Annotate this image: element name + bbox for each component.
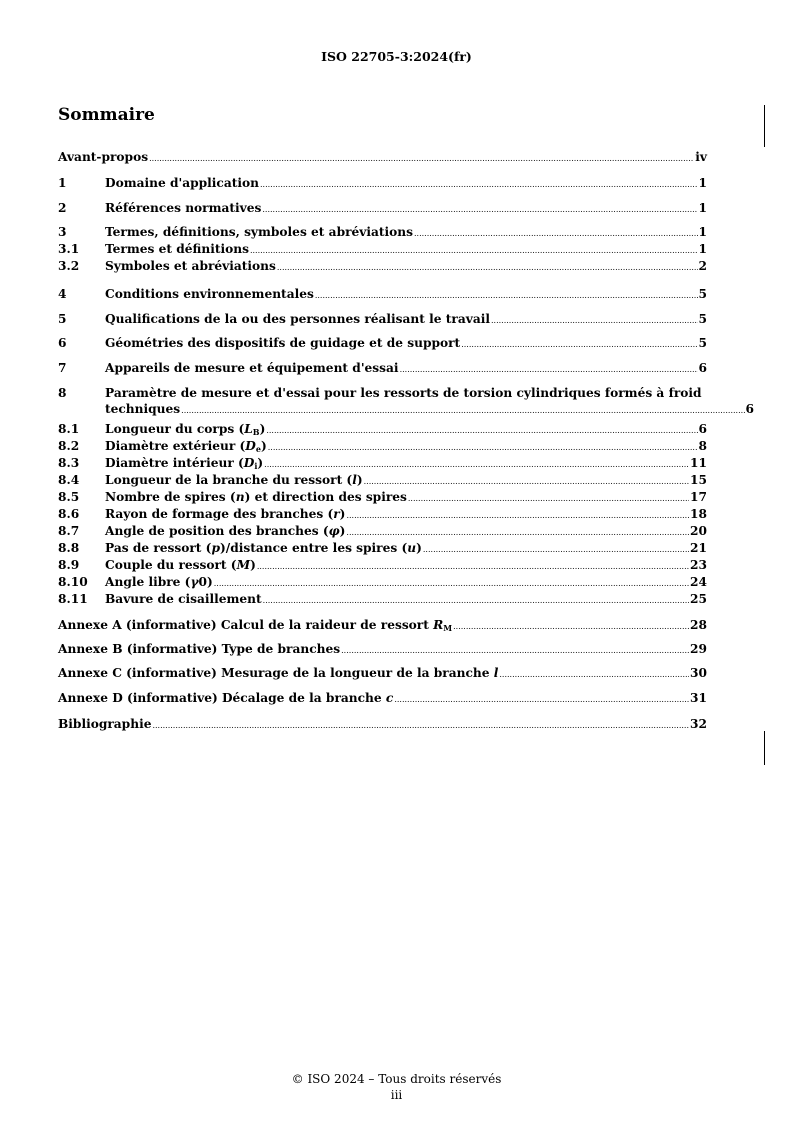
toc-entry-symbol: R xyxy=(433,618,444,632)
document-id-header: ISO 22705-3:2024(fr) xyxy=(321,49,472,64)
toc-entry-line xyxy=(58,258,707,276)
toc-entry[interactable] xyxy=(58,241,707,257)
toc-entry-number: 1 xyxy=(58,176,67,190)
toc-entry-line xyxy=(58,385,707,401)
toc-leader-dots xyxy=(341,643,689,659)
toc-entry-label xyxy=(58,617,452,636)
toc-entry-label xyxy=(58,665,498,681)
toc-entry-number: 6 xyxy=(58,336,67,350)
toc-leader-dots xyxy=(268,440,698,456)
toc-entry-label-text: Termes, définitions, symboles et abréviations xyxy=(105,225,413,239)
toc-entry-number: 3.1 xyxy=(58,242,80,256)
toc-entry-page: 15 xyxy=(690,473,707,487)
toc-entry-label-text: Paramètre de mesure et d'essai pour les ressorts de torsion cylindriques formés à froid xyxy=(105,386,702,400)
toc-entry-label-text: Qualifications de la ou des personnes réalisant le travail xyxy=(105,312,490,326)
toc-entry-line xyxy=(58,557,707,575)
toc-entry-page: 6 xyxy=(698,422,707,436)
toc-entry-number: 4 xyxy=(58,287,67,301)
toc-entry-number: 2 xyxy=(58,201,67,215)
toc-entry-label-text: Appareils de mesure et équipement d'essai xyxy=(105,361,399,375)
toc-leader-dots xyxy=(461,337,697,353)
toc-entry-line xyxy=(58,286,707,304)
toc-entry-page: 23 xyxy=(690,558,707,572)
toc-entry[interactable] xyxy=(58,385,754,419)
toc-entry-label-end: ) xyxy=(259,422,266,436)
toc-entry[interactable] xyxy=(58,200,707,216)
toc-entry[interactable] xyxy=(58,455,707,471)
toc-entry[interactable] xyxy=(58,335,707,351)
toc-entry-page: 21 xyxy=(690,541,707,555)
toc-entry-label xyxy=(105,591,262,607)
toc-entry-label-text: Angle libre ( xyxy=(105,575,191,589)
toc-entry-page: 29 xyxy=(690,642,707,656)
toc-entry-page: 5 xyxy=(698,312,707,326)
toc-entry-page: 32 xyxy=(690,717,707,731)
toc-entry[interactable] xyxy=(58,641,707,657)
change-bar-top xyxy=(764,105,765,147)
toc-entry[interactable] xyxy=(58,286,707,302)
footer-page-number: iii xyxy=(390,1088,403,1102)
toc-entry[interactable] xyxy=(58,690,707,706)
toc-leader-dots xyxy=(423,542,689,558)
toc-entry-label-text: Longueur de la branche du ressort ( xyxy=(105,473,353,487)
footer-copyright: © ISO 2024 – Tous droits réservés xyxy=(291,1072,502,1086)
toc-entry-number: 8.7 xyxy=(58,524,80,538)
toc-entry-symbol: r xyxy=(333,507,340,521)
toc-entry[interactable] xyxy=(58,360,707,376)
toc-leader-dots xyxy=(408,491,689,507)
toc-entry-label: techniques xyxy=(105,402,181,416)
page-title: Sommaire xyxy=(58,105,155,125)
toc-entry-label xyxy=(105,175,259,191)
toc-entry-label-text: Angle de position des branches ( xyxy=(105,524,329,538)
toc-entry-page: 1 xyxy=(698,201,707,215)
toc-entry-page: 6 xyxy=(745,402,754,416)
toc-entry-label-text: Bavure de cisaillement xyxy=(105,592,262,606)
toc-entry-subscript: M xyxy=(443,623,453,633)
toc-entry-line xyxy=(58,591,707,609)
toc-entry-number: 8.1 xyxy=(58,422,80,436)
toc-entry[interactable] xyxy=(58,557,707,573)
toc-entry[interactable] xyxy=(58,472,707,488)
toc-entry[interactable] xyxy=(58,617,707,633)
toc-entry-label xyxy=(58,690,393,706)
toc-entry-page: iv xyxy=(695,150,707,164)
toc-entry-label-end: ) xyxy=(416,541,422,555)
toc-entry-label-text: Diamètre extérieur ( xyxy=(105,439,246,453)
toc-entry-label xyxy=(105,506,345,522)
toc-entry-symbol: γ xyxy=(190,575,199,589)
toc-entry-page: 8 xyxy=(698,439,707,453)
toc-entry-number: 8.6 xyxy=(58,507,80,521)
toc-entry-label-end: ) xyxy=(260,439,267,453)
toc-entry-line xyxy=(58,506,707,524)
toc-entry-label-text: Couple du ressort ( xyxy=(105,558,237,572)
toc-entry-symbol: M xyxy=(236,558,251,572)
toc-entry-label xyxy=(105,360,399,376)
toc-entry-label xyxy=(105,335,460,351)
toc-entry[interactable] xyxy=(58,149,707,165)
toc-entry-label xyxy=(58,716,151,732)
toc-entry-page: 1 xyxy=(698,176,707,190)
toc-entry-symbol: n xyxy=(235,490,245,504)
toc-entry-number: 8.4 xyxy=(58,473,80,487)
toc-entry-label xyxy=(105,574,213,590)
toc-entry-line xyxy=(58,472,707,490)
toc-entry-line xyxy=(58,716,707,734)
toc-entry-symbol: L xyxy=(244,422,253,436)
toc-entry-symbol: u xyxy=(407,541,417,555)
toc-entry-symbol: p xyxy=(211,541,220,555)
toc-entry[interactable] xyxy=(58,438,707,454)
toc-entry-number: 8.2 xyxy=(58,439,80,453)
toc-entry-label-text: Longueur du corps ( xyxy=(105,422,245,436)
toc-entry-page: 5 xyxy=(698,287,707,301)
toc-leader-dots xyxy=(394,692,689,708)
toc-entry-page: 5 xyxy=(698,336,707,350)
toc-leader-dots xyxy=(181,403,744,419)
toc-leader-dots xyxy=(260,177,698,193)
toc-entry-line xyxy=(58,241,707,259)
toc-entry-line xyxy=(58,523,707,541)
toc-leader-dots xyxy=(491,313,698,329)
toc-entry-number: 8.8 xyxy=(58,541,80,555)
toc-entry-label-text: Annexe C (informative) Mesurage de la longueur de la branche xyxy=(58,666,494,680)
toc-entry-number: 3 xyxy=(58,225,67,239)
toc-entry-label-text: Bibliographie xyxy=(58,717,152,731)
toc-leader-dots xyxy=(453,619,689,635)
toc-entry-label-text: Diamètre intérieur ( xyxy=(105,456,244,470)
toc-entry-label-text: Pas de ressort ( xyxy=(105,541,212,555)
toc-entry-page: 6 xyxy=(698,361,707,375)
toc-entry-label-end: ) xyxy=(339,524,346,538)
toc-entry-number: 8 xyxy=(58,386,67,400)
toc-entry-page: 20 xyxy=(690,524,707,538)
toc-leader-dots xyxy=(149,151,694,167)
toc-entry-number: 8.3 xyxy=(58,456,80,470)
toc-entry-label xyxy=(105,385,707,401)
toc-entry-page: 28 xyxy=(690,618,707,632)
toc-leader-dots xyxy=(364,474,689,490)
toc-entry-label xyxy=(105,540,422,556)
toc-leader-dots xyxy=(346,525,689,541)
toc-leader-dots xyxy=(266,423,697,439)
toc-entry-line xyxy=(58,175,707,193)
toc-entry-label-text: Termes et définitions xyxy=(105,242,249,256)
toc-entry-line xyxy=(58,335,707,353)
toc-entry-symbol: c xyxy=(385,691,394,705)
toc-entry-page: 24 xyxy=(690,575,707,589)
toc-entry[interactable] xyxy=(58,258,707,274)
toc-entry[interactable] xyxy=(58,665,707,681)
toc-entry-label-text: Annexe D (informative) Décalage de la branche xyxy=(58,691,386,705)
toc-entry-label xyxy=(105,241,249,257)
toc-entry-symbol: l xyxy=(352,473,357,487)
toc-entry-label-end: )/distance entre les spires ( xyxy=(219,541,408,555)
toc-leader-dots xyxy=(214,576,689,592)
toc-leader-dots xyxy=(400,362,698,378)
toc-entry[interactable] xyxy=(58,489,707,505)
toc-entry-line xyxy=(58,149,707,167)
toc-entry-label-end: ) xyxy=(257,456,264,470)
toc-entry-label-end: ) xyxy=(339,507,346,521)
change-bar-bottom xyxy=(764,731,765,765)
toc-entry-line xyxy=(58,360,707,378)
toc-entry-label-end: 0) xyxy=(198,575,213,589)
toc-entry[interactable] xyxy=(58,574,707,590)
toc-entry-symbol: φ xyxy=(328,524,340,538)
toc-entry-line xyxy=(58,665,707,683)
toc-entry-symbol: D xyxy=(245,439,256,453)
toc-entry-label xyxy=(105,311,490,327)
toc-entry[interactable] xyxy=(58,224,707,240)
toc-entry-label-text: Domaine d'application xyxy=(105,176,259,190)
toc-entry-page: 2 xyxy=(698,259,707,273)
toc-entry-label-text: Avant-propos xyxy=(58,150,149,164)
toc-entry-line xyxy=(58,574,707,592)
toc-entry-page: 11 xyxy=(690,456,707,470)
toc-leader-dots xyxy=(250,243,698,259)
toc-entry-subscript: i xyxy=(254,461,258,471)
toc-entry-line xyxy=(58,540,707,558)
toc-entry-label-text: Références normatives xyxy=(105,201,262,215)
toc-entry-label-text: Rayon de formage des branches ( xyxy=(105,507,334,521)
toc-entry-page: 18 xyxy=(690,507,707,521)
toc-entry-label-text: Annexe B (informative) Type de branches xyxy=(58,642,341,656)
toc-entry-symbol: D xyxy=(243,456,255,470)
toc-entry-line xyxy=(105,401,754,419)
toc-entry-label xyxy=(105,200,261,216)
toc-entry-label xyxy=(105,258,276,274)
toc-entry-number: 8.10 xyxy=(58,575,88,589)
toc-leader-dots xyxy=(315,288,698,304)
toc-entry-label-text: Symboles et abréviations xyxy=(105,259,276,273)
toc-leader-dots xyxy=(262,202,697,218)
toc-leader-dots xyxy=(346,508,689,524)
toc-leader-dots xyxy=(152,718,689,734)
toc-entry-label xyxy=(105,523,345,539)
toc-entry-page: 31 xyxy=(690,691,707,705)
toc-leader-dots xyxy=(257,559,689,575)
toc-entry-label-text: Conditions environnementales xyxy=(105,287,314,301)
toc-entry-page: 25 xyxy=(690,592,707,606)
toc-entry-line xyxy=(58,200,707,218)
toc-entry-label xyxy=(105,557,256,573)
toc-entry[interactable] xyxy=(58,506,707,522)
toc-entry-page: 1 xyxy=(698,242,707,256)
toc-entry[interactable] xyxy=(58,523,707,539)
toc-entry-number: 7 xyxy=(58,361,67,375)
toc-entry-number: 3.2 xyxy=(58,259,80,273)
toc-entry[interactable] xyxy=(58,421,707,437)
toc-entry-label-end: ) xyxy=(250,558,256,572)
toc-entry-label-end: ) xyxy=(356,473,363,487)
toc-entry-label xyxy=(105,489,407,505)
toc-entry-page: 30 xyxy=(690,666,707,680)
toc-entry-number: 8.5 xyxy=(58,490,80,504)
toc-entry-subscript: B xyxy=(252,427,260,437)
toc-entry[interactable] xyxy=(58,311,707,327)
toc-entry[interactable] xyxy=(58,716,707,732)
toc-entry-line xyxy=(58,311,707,329)
toc-entry-label-text: Annexe A (informative) Calcul de la raideur de ressort xyxy=(58,618,434,632)
toc-entry-number: 5 xyxy=(58,312,67,326)
toc-entry-line xyxy=(58,641,707,659)
toc-entry-label xyxy=(58,149,148,165)
toc-entry-page: 1 xyxy=(698,225,707,239)
toc-entry-page: 17 xyxy=(690,490,707,504)
toc-leader-dots xyxy=(263,593,689,609)
toc-entry-symbol: l xyxy=(493,666,499,680)
toc-entry-label xyxy=(105,286,314,302)
toc-leader-dots xyxy=(277,260,698,276)
toc-entry-label-text: Nombre de spires ( xyxy=(105,490,236,504)
toc-entry-subscript: e xyxy=(255,444,261,454)
toc-entry-number: 8.9 xyxy=(58,558,80,572)
toc-entry-line xyxy=(58,690,707,708)
toc-entry-label-text: Géométries des dispositifs de guidage et de support xyxy=(105,336,461,350)
toc-entry-line xyxy=(58,224,707,242)
toc-entry-label xyxy=(105,472,363,488)
toc-entry-line xyxy=(58,617,707,636)
toc-entry[interactable] xyxy=(58,591,707,607)
toc-entry-label xyxy=(58,641,340,657)
toc-entry[interactable] xyxy=(58,540,707,556)
toc-leader-dots xyxy=(264,457,689,473)
toc-entry-label-end: ) et direction des spires xyxy=(244,490,407,504)
toc-leader-dots xyxy=(499,667,689,683)
toc-entry-line xyxy=(58,489,707,507)
toc-entry-label xyxy=(105,224,413,240)
toc-entry[interactable] xyxy=(58,175,707,191)
toc-leader-dots xyxy=(414,226,698,242)
toc-entry-number: 8.11 xyxy=(58,592,88,606)
